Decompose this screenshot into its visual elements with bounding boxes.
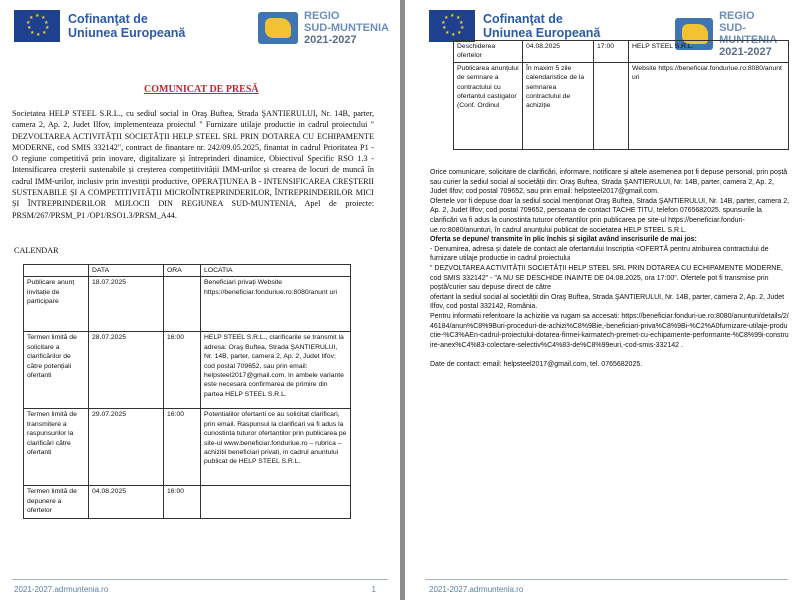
cell-time bbox=[164, 277, 201, 332]
cell-event: Termen limită de transmitere a raspunsurilor la clarificări către ofertanti bbox=[24, 409, 89, 486]
regio-map-icon bbox=[258, 12, 298, 44]
cell-time: 16:00 bbox=[164, 332, 201, 409]
eu-logo bbox=[14, 10, 185, 42]
regio-line3: 2021-2027 bbox=[719, 46, 772, 58]
cell-time: 16:00 bbox=[164, 486, 201, 519]
table-row bbox=[24, 332, 351, 409]
footer-divider bbox=[425, 579, 788, 580]
table-row bbox=[24, 409, 351, 486]
table-row bbox=[454, 41, 789, 63]
eu-line2: Uniunea Europeană bbox=[68, 26, 186, 40]
envelope-heading: Oferta se depune/ transmite în plic închis și sigilat având inscrisurile de mai jos: bbox=[430, 236, 697, 244]
cell-location: Beneficiari privați Website https://beneficiar.fonduriue.ro:8080/anunt uri bbox=[201, 277, 351, 332]
eu-flag-icon: ★ ★ ★ ★ ★ ★ ★ ★ ★ ★ bbox=[14, 10, 60, 42]
table-header: DATA bbox=[89, 265, 164, 277]
table-header bbox=[24, 265, 89, 277]
table-row bbox=[24, 486, 351, 519]
calendar-table bbox=[23, 264, 351, 519]
info-link-paragraph: Pentru informatii referitoare la achizitie va rugam sa accesati: https://beneficiar.fonduri-ue.ro:8080/anunturi/details/2/46184/anun%C8%9Buri-proceduri-de-achizi%C8%9Bie,-beneficiari-priva%C8%9Bi-%C2%A0furnizare-utilaje-productie-%C3%AEn-cadrul-proiectului-dotarea-firmei-karmatech-premet-cu-echipamente-performante-%C8%99i-construire-anex%C4%83-colectare-selectiv%C4%83-de%C8%99euri,-cod-smis-332142 . bbox=[430, 312, 789, 349]
page-title: COMUNICAT DE PRESĂ bbox=[144, 84, 259, 95]
table-header-row bbox=[24, 265, 351, 277]
regio-logo bbox=[258, 10, 389, 46]
cell-date: În maxim 5 zile calendaristice de la semnarea contractului de achiziție bbox=[523, 62, 594, 149]
eu-logo bbox=[429, 10, 600, 42]
cell-location: HELP STEEL S.R.L. bbox=[629, 41, 789, 63]
cell-date: 04.08.2025 bbox=[89, 486, 164, 519]
cell-event: Publicarea anunțului de semnare a contractului cu ofertantul castigator (Conf. Ordinul bbox=[454, 62, 523, 149]
project-paragraph: " DEZVOLTAREA ACTIVITĂȚII SOCIETĂȚII HELP STEEL SRL PRIN DOTAREA CU ECHIPAMENTE MODERNE, cod SMIS 332142" - "A NU SE DESCHIDE INAINTE DE 04.08.2025, ora 17:00". Ofertele pot fi transmise prin poștă/curier sau depuse direct de către bbox=[430, 264, 783, 292]
document-page-2 bbox=[405, 0, 800, 600]
page-number: 1 bbox=[371, 585, 376, 594]
table-header: LOCATIA bbox=[201, 265, 351, 277]
comm-paragraph: Orice comunicare, solicitare de clarificări, informare, notificare și altele asemenea pot fi depuse personal, prin poștă sau curier la sediul social al societății din: Oraş Buftea, Strada ŞANTIERULUI, Nr. 14B, parter, camera 2, Ap. 2, Judet Ilfov; cod postal 709652, sau prin email: helpsteel2017@gmail.com. bbox=[430, 169, 788, 196]
regio-line3: 2021-2027 bbox=[304, 34, 357, 46]
cell-time bbox=[594, 62, 629, 149]
cell-date: 28.07.2025 bbox=[89, 332, 164, 409]
address-paragraph: ofertant la sediul social al societății din Oraş Buftea, Strada ŞANTIERULUI, Nr. 14B, parter, camera 2, Ap. 2, Judet Ilfov, cod postal 332142, România. bbox=[430, 293, 785, 311]
cell-location: HELP STEEL S.R.L., clarificarile se transmit la adresa: Oraş Buftea, Strada ŞANTIERULUI, Nr. 14B, parter, camera 2, Ap. 2, Judet Ilfov; cod postal 709652, sau prin email: helpsteel2017@gmail.com. In ambele variante este necesara confirmarea de primire din partea HELP STEEL S.R.L. bbox=[201, 332, 351, 409]
cell-date: 04.08.2025 bbox=[523, 41, 594, 63]
cell-date: 18.07.2025 bbox=[89, 277, 164, 332]
page2-body bbox=[430, 168, 790, 370]
eu-flag-icon: ★ ★ ★ ★ ★ ★ ★ ★ ★ ★ bbox=[429, 10, 475, 42]
contact-paragraph: Date de contact: email: helpsteel2017@gmail.com, tel. 0765682025. bbox=[430, 361, 643, 369]
cell-location bbox=[201, 486, 351, 519]
eu-line2: Uniunea Europeană bbox=[483, 26, 601, 40]
calendar-label: CALENDAR bbox=[14, 246, 59, 255]
table-row bbox=[24, 277, 351, 332]
cell-time: 17:00 bbox=[594, 41, 629, 63]
table-header: ORA bbox=[164, 265, 201, 277]
footer-url: 2021-2027.adrmuntenia.ro bbox=[429, 585, 524, 594]
regio-line1: REGIO bbox=[304, 10, 340, 22]
cell-date: 29.07.2025 bbox=[89, 409, 164, 486]
cell-time: 16:00 bbox=[164, 409, 201, 486]
footer-divider bbox=[12, 579, 388, 580]
calendar-table-continued bbox=[453, 40, 789, 150]
cell-event: Termen limită de solicitare a clarificărilor de către potențiali ofertanti bbox=[24, 332, 89, 409]
offers-paragraph: Ofertele vor fi depuse doar la sediul social menționat Oraş Buftea, Strada ŞANTIERULUI, Nr. 14B, parter, camera 2, Ap. 2, Judet Ilfov; cod postal 709652, persoana de contact TACHE TITU, telefon 0765682025. spunsurile la clarificări va fi adus la cunostinta tuturor ofertantilor prin publicarea pe site-ul https://beneficiar.fonduri-ue.ro:8080/anunturi, în cadrul anunțului publicat de societatea HELP STEEL S.R.L. bbox=[430, 197, 790, 234]
envelope-paragraph: - Denumirea, adresa și datele de contact ale ofertantului Inscriptia <OFERTĂ pentru atribuirea contractului de furnizare utilaje productie in cadrul proiectului bbox=[430, 245, 769, 263]
cell-event: Termen limită de depunere a ofertelor bbox=[24, 486, 89, 519]
cell-location: Potentialilor ofertanti ce au solicitat clarificari, prin email. Raspunsul la clarificari va fi adus la cunostinta tuturor ofertantilor prin publicarea pe site-ul www.beneficiar.fonduriue.ro – rubrica – achizitii beneficiari privati, in cadrul anuntului publicat de HELP STEEL S.R.L. bbox=[201, 409, 351, 486]
footer-url: 2021-2027.adrmuntenia.ro bbox=[14, 585, 109, 594]
eu-line1: Cofinanţat de bbox=[483, 12, 563, 26]
table-row bbox=[454, 62, 789, 149]
regio-line2: SUD-MUNTENIA bbox=[304, 22, 389, 34]
intro-paragraph: Societatea HELP STEEL S.R.L., cu sediul social in Oraş Buftea, Strada ŞANTIERULUI, Nr. 14B, parter, camera 2, Ap. 2, Judet Ilfov, implementeaza proiectul " Furnizare utilaje productie in cadrul proiectului " DEZVOLTAREA ACTIVITĂȚII SOCIETĂȚII HELP STEEL SRL PRIN DOTAREA CU ECHIPAMENTE MODERNE, cod SMIS 332142", contract de finantare nr. 242/09.05.2025, finantat in cadrul Prioritatea P1 - O regiune competitivă prin inovare, digitalizare și întreprinderi dinamice, Obiectivul Specific RSO 1.3 - Intensificarea creșterii sustenabile și creșterea competitivității IMM-urilor și crearea de locuri de muncă în cadrul IMM-urilor, inclusiv prin investiții productive, OPERAȚIUNEA B - INTENSIFICAREA CREȘTERII SUSTENABILE ȘI A COMPETITIVITĂȚII MICROÎNTREPRINDERILOR, ÎNTREPRINDERILOR MICI ȘI ÎNTREPRINDERILOR MIJLOCII DIN REGIUNEA SUD-MUNTENIA, Apel de proiecte: PRSM/267/PRSM_P1 /OP1/RSO1.3/PRSM_A44. bbox=[12, 109, 374, 220]
cell-event: Deschiderea ofertelor bbox=[454, 41, 523, 63]
regio-line1: REGIO bbox=[719, 10, 755, 22]
cell-location: Website https://beneficiar.fonduriue.ro:8080/anunt uri bbox=[629, 62, 789, 149]
regio-line2: SUD-MUNTENIA bbox=[719, 22, 778, 46]
cell-event: Publicare anunț invitație de participare bbox=[24, 277, 89, 332]
eu-line1: Cofinanţat de bbox=[68, 12, 148, 26]
